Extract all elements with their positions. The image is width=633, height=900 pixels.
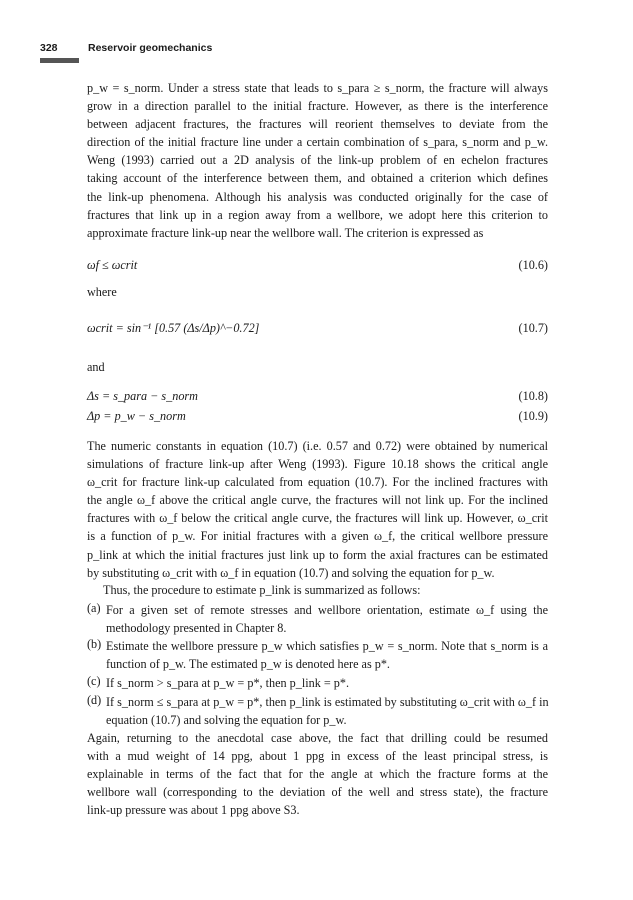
text-line: Estimate the wellbore pressure p_w which satisfies p_w = s_norm. Note that s_norm is a	[106, 639, 548, 653]
text-line: direction of the initial fracture line under a certain combination of s_para, s_norm and p_w.	[87, 135, 548, 150]
and-label: and	[87, 360, 105, 374]
text-line: wellbore wall (corresponding to the deviation of the well and stress state), the fracture	[87, 785, 548, 800]
step-label: (c)	[87, 674, 101, 688]
text-line: the link-up phenomena. Although his analysis was conducted originally for the case of	[87, 189, 548, 204]
text-line: fractures that link up in a region away from a wellbore, we adopt here this criterion to	[87, 207, 548, 222]
paragraph-1	[87, 79, 548, 242]
step-label: (d)	[87, 693, 102, 707]
text-line: function of p_w. The estimated p_w is denoted here as p*.	[106, 657, 390, 672]
equation-body: ωcrit = sin⁻¹ [0.57 (Δs/Δp)^−0.72]	[87, 321, 260, 335]
equation-number: (10.6)	[518, 258, 548, 272]
text-line: is a function of p_w. For initial fractures with a given ω_f, the critical wellbore pressure	[87, 529, 548, 544]
equation-body: ωf ≤ ωcrit	[87, 258, 138, 272]
step-b	[106, 637, 548, 673]
procedure-intro: Thus, the procedure to estimate p_link is summarized as follows:	[103, 583, 421, 597]
page-number: 328	[40, 42, 58, 54]
text-line: equation (10.7) and solving the equation for p_w.	[106, 713, 347, 728]
text-line: For a given set of remote stresses and wellbore orientation, estimate ω_f using the	[106, 603, 548, 617]
text-line: If s_norm > s_para at p_w = p*, then p_link = p*.	[106, 676, 350, 690]
text-line: Again, returning to the anecdotal case above, the fact that drilling could be resumed	[87, 731, 548, 745]
running-title: Reservoir geomechanics	[88, 42, 213, 54]
text-line: by substituting ω_crit with ω_f in equation (10.7) and solving the equation for p_w.	[87, 565, 495, 580]
paragraph-2	[87, 437, 548, 582]
text-line: p_link at which the initial fractures just link up to form the axial fractures can be estimated	[87, 547, 548, 562]
text-line: grow in a direction parallel to the initial fracture. However, as there is the interference	[87, 99, 548, 114]
equation-10-7	[87, 318, 548, 340]
text-line: with a mud weight of 14 ppg, about 1 ppg in excess of the least principal stress, is	[87, 749, 548, 764]
equation-body: Δs = s_para − s_norm	[87, 389, 198, 403]
step-c	[106, 674, 548, 692]
text-line: simulations of fracture link-up after Weng (1993). Figure 10.18 shows the critical angle	[87, 457, 548, 472]
where-label: where	[87, 285, 117, 299]
text-line: p_w = s_norm. Under a stress state that leads to s_para ≥ s_norm, the fracture will always	[87, 81, 548, 95]
step-label: (a)	[87, 601, 101, 615]
equation-10-8	[87, 389, 548, 407]
text-line: fractures with ω_f below the critical angle curve, the fractures will link up. However, ω_crit	[87, 511, 548, 526]
text-line: link-up pressure was about 1 ppg above S3.	[87, 803, 300, 818]
text-line: If s_norm ≤ s_para at p_w = p*, then p_link is estimated by substituting ω_crit with ω_f in	[106, 695, 549, 709]
text-line: explainable in terms of the fact that for the angle at which the fracture forms at the	[87, 767, 548, 782]
step-d	[106, 693, 548, 729]
step-label: (b)	[87, 637, 102, 651]
text-line: taking account of the interference between them, and obtained a criterion which defines	[87, 171, 548, 186]
equation-number: (10.7)	[518, 321, 548, 335]
text-line: methodology presented in Chapter 8.	[106, 621, 287, 636]
equation-10-9	[87, 409, 548, 427]
equation-body: Δp = p_w − s_norm	[87, 409, 186, 423]
text-line: approximate fracture link-up near the wellbore wall. The criterion is expressed as	[87, 225, 484, 240]
text-line: Weng (1993) carried out a 2D analysis of the link-up problem of en echelon fractures	[87, 153, 548, 168]
step-a	[106, 601, 548, 637]
header-rule	[40, 58, 79, 63]
running-header	[40, 42, 600, 64]
equation-number: (10.8)	[518, 389, 548, 403]
equation-10-6	[87, 258, 548, 276]
paragraph-3	[87, 729, 548, 819]
text-line: the angle ω_f above the critical angle curve, the fractures will not link up. For the inclined	[87, 493, 548, 508]
text-line: between adjacent fractures, the fractures will reorient themselves to deviate from the	[87, 117, 548, 132]
equation-number: (10.9)	[518, 409, 548, 423]
text-line: ω_crit for fracture link-up calculated from equation (10.7). For the inclined fractures with	[87, 475, 548, 490]
text-line: The numeric constants in equation (10.7) (i.e. 0.57 and 0.72) were obtained by numerical	[87, 439, 548, 453]
